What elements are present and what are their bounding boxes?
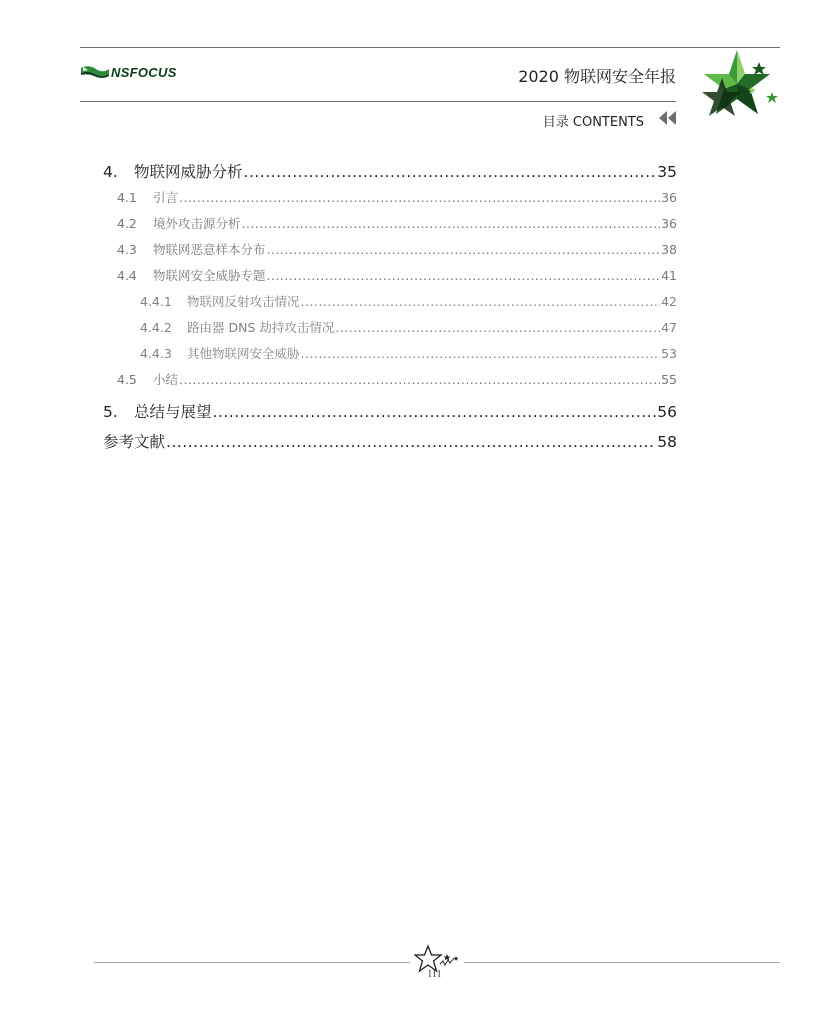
toc-entry-references[interactable] <box>103 430 677 452</box>
toc-leader <box>179 190 660 205</box>
toc-title: 物联网反射攻击情况 <box>187 294 300 309</box>
toc-leader <box>301 294 661 309</box>
toc-page: 36 <box>661 190 677 205</box>
toc-page: 55 <box>661 372 677 387</box>
toc-page: 56 <box>657 403 677 421</box>
toc-leader <box>267 268 661 283</box>
page-number: III <box>428 968 442 980</box>
toc-number: 4.5 <box>117 372 137 387</box>
toc-page: 58 <box>657 433 677 451</box>
toc-page: 35 <box>657 163 677 181</box>
toc-title: 小结 <box>153 372 179 387</box>
toc-entry-4-1[interactable] <box>103 188 677 206</box>
toc-page: 47 <box>661 320 677 335</box>
toc-leader <box>166 433 656 451</box>
toc-entry-4-4-2[interactable] <box>103 318 677 336</box>
nsfocus-logo <box>80 62 177 82</box>
toc-page: 38 <box>661 242 677 257</box>
footer-rule-right <box>464 962 780 963</box>
toc-entry-4-4-1[interactable] <box>103 292 677 310</box>
toc-entry-4-2[interactable] <box>103 214 677 232</box>
green-stars-icon <box>692 48 784 126</box>
toc-leader <box>179 372 660 387</box>
toc-entry-4-5[interactable] <box>103 370 677 388</box>
toc-page: 42 <box>661 294 677 309</box>
toc-number: 4. <box>103 163 118 181</box>
toc-title: 引言 <box>153 190 179 205</box>
header-top-rule <box>80 47 780 48</box>
toc-leader <box>335 320 660 335</box>
toc-leader <box>213 403 657 421</box>
toc-leader <box>301 346 661 361</box>
toc-title: 总结与展望 <box>134 403 212 421</box>
toc-entry-4-4[interactable] <box>103 266 677 284</box>
toc-page: 36 <box>661 216 677 231</box>
toc-title: 物联网恶意样本分布 <box>153 242 266 257</box>
toc-number: 4.4.2 <box>140 320 172 335</box>
toc-title: 路由器 DNS 劫持攻击情况 <box>187 320 335 335</box>
toc-leader <box>242 216 661 231</box>
toc-number: 4.1 <box>117 190 137 205</box>
toc-leader <box>244 163 657 181</box>
toc-title: 境外攻击源分析 <box>153 216 241 231</box>
toc-number: 4.4 <box>117 268 137 283</box>
toc-number: 5. <box>103 403 118 421</box>
header-mid-rule <box>80 101 676 102</box>
toc-number: 4.4.3 <box>140 346 172 361</box>
toc-page: 41 <box>661 268 677 283</box>
logo-text: NSFOCUS <box>111 64 177 80</box>
toc-entry-4-3[interactable] <box>103 240 677 258</box>
toc-page: 53 <box>661 346 677 361</box>
toc-number: 4.4.1 <box>140 294 172 309</box>
double-chevron-left-icon <box>658 110 678 130</box>
toc-title: 物联网安全威胁专题 <box>153 268 266 283</box>
toc-number: 4.3 <box>117 242 137 257</box>
toc-entry-4-4-3[interactable] <box>103 344 677 362</box>
nsfocus-logo-icon <box>80 64 110 80</box>
footer-rule-left <box>94 962 410 963</box>
report-title: 2020 物联网安全年报 <box>518 67 676 86</box>
toc-number: 4.2 <box>117 216 137 231</box>
toc-title: 其他物联网安全威胁 <box>187 346 300 361</box>
toc-title: 物联网威胁分析 <box>134 163 243 181</box>
contents-label: 目录 CONTENTS <box>542 115 644 130</box>
toc-title: 参考文献 <box>103 433 166 451</box>
toc-entry-5[interactable] <box>103 400 677 422</box>
toc-leader <box>267 242 661 257</box>
toc-entry-4[interactable] <box>103 160 677 182</box>
